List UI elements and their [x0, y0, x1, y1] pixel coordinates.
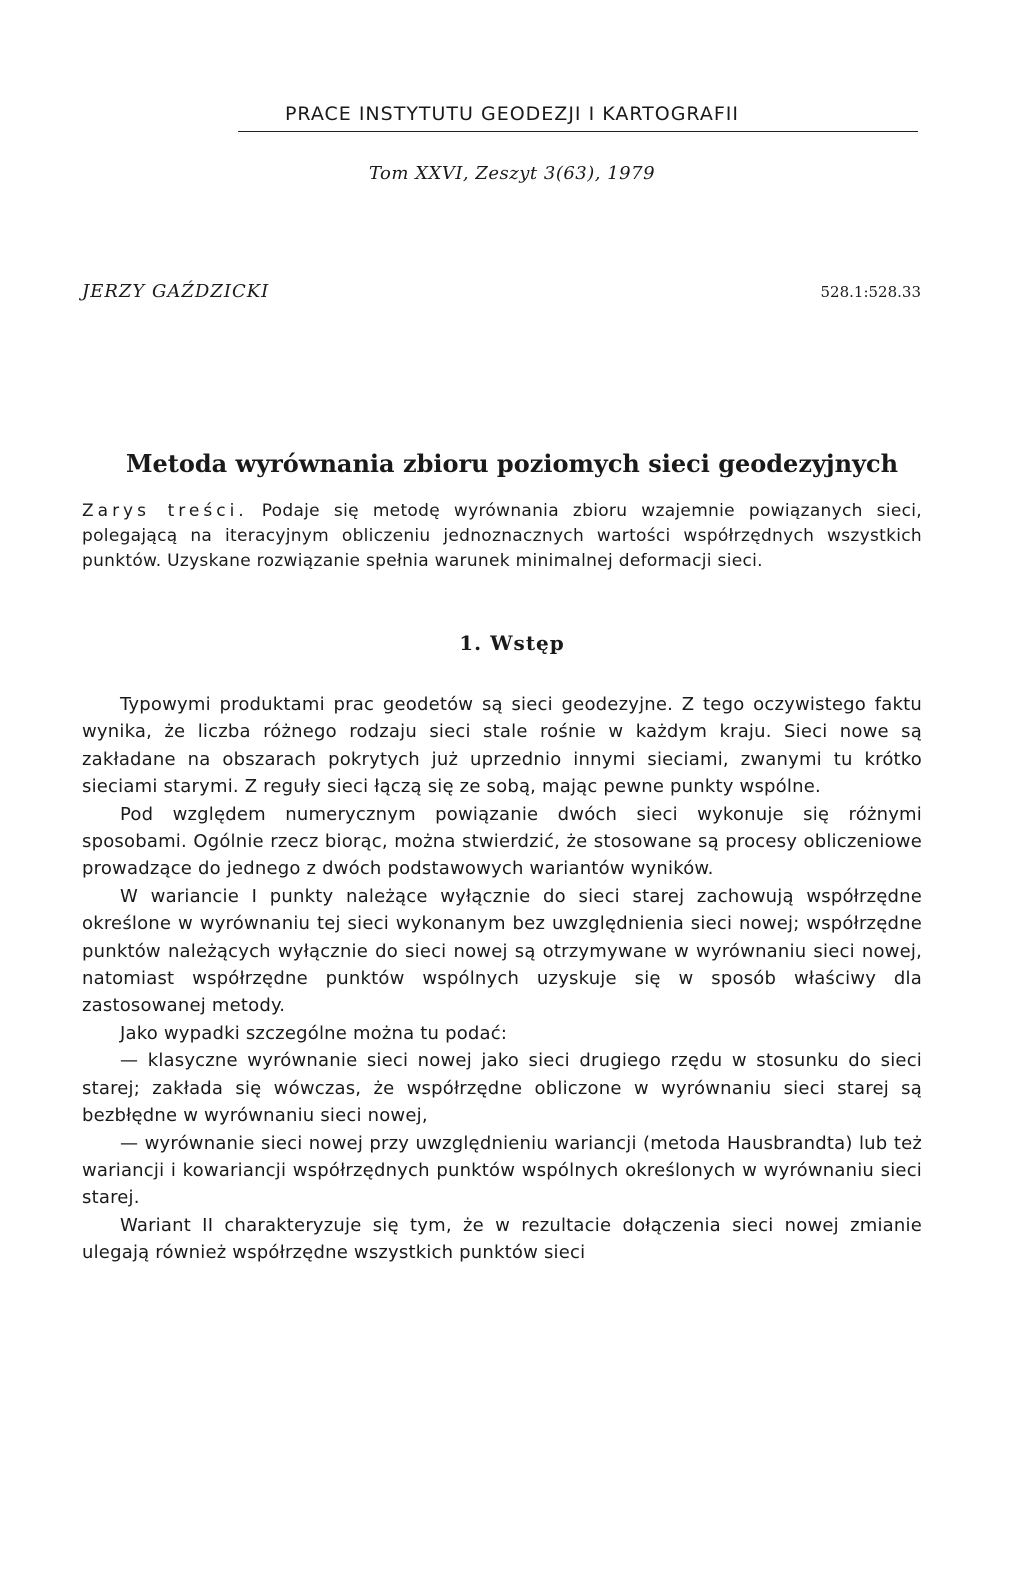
list-item: — wyrównanie sieci nowej przy uwzględnieniu wariancji (metoda Hausbrandta) lub też wariancji i kowariancji współrzędnych punktów wspólnych określonych w wyrównaniu sieci starej.	[82, 1132, 922, 1209]
volume-info: Tom XXVI, Zeszyt 3(63), 1979	[368, 163, 656, 184]
list-item: — klasyczne wyrównanie sieci nowej jako sieci drugiego rzędu w stosunku do sieci starej; zakłada się wówczas, że współrzędne obliczone w wyrównaniu sieci starej są bezbłędne w wyrównaniu sieci nowej,	[82, 1050, 922, 1127]
paragraph: Jako wypadki szczególne można tu podać:	[120, 1022, 508, 1044]
section-heading	[0, 631, 1024, 655]
abstract-label: Zarys treści.	[82, 501, 248, 521]
paper-title: Metoda wyrównania zbioru poziomych sieci geodezyjnych	[125, 449, 899, 478]
paragraph: W wariancie I punkty należące wyłącznie do sieci starej zachowują współrzędne określone w wyrównaniu tej sieci wykonanym bez uwzględnienia sieci nowej; współrzędne punktów należących wyłącznie do sieci nowej są otrzymywane w wyrównaniu sieci nowej, natomiast współrzędne punktów wspólnych uzyskuje się w sposób właściwy dla zastosowanej metody.	[82, 885, 922, 1017]
abstract	[82, 499, 922, 574]
abstract-text: Podaje się metodę wyrównania zbioru wzajemnie powiązanych sieci, polegającą na iteracyjnym obliczeniu jednoznacznych wartości współrzędnych wszystkich punktów. Uzyskane rozwiązanie spełnia warunek minimalnej deformacji sieci.	[82, 501, 922, 571]
section-number: 1.	[459, 631, 483, 655]
header-rule	[238, 131, 918, 132]
journal-name: PRACE INSTYTUTU GEODEZJI I KARTOGRAFII	[284, 103, 740, 125]
paragraph: Wariant II charakteryzuje się tym, że w rezultacie dołączenia sieci nowej zmianie ulegają również współrzędne wszystkich punktów sieci	[82, 1214, 922, 1264]
paragraph: Pod względem numerycznym powiązanie dwóch sieci wykonuje się różnymi sposobami. Ogólnie rzecz biorąc, można stwierdzić, że stosowane są procesy obliczeniowe prowadzące do jednego z dwóch podstawowych wariantów wyników.	[82, 803, 922, 880]
section-title: Wstęp	[490, 631, 565, 655]
body-text	[82, 691, 922, 1267]
paragraph: Typowymi produktami prac geodetów są sieci geodezyjne. Z tego oczywistego faktu wynika, że liczba różnego rodzaju sieci stale rośnie w każdym kraju. Sieci nowe są zakładane na obszarach pokrytych już uprzednio innymi sieciami, zwanymi tu krótko sieciami starymi. Z reguły sieci łączą się ze sobą, mając pewne punkty wspólne.	[82, 694, 922, 798]
udc-code: 528.1:528.33	[820, 283, 921, 301]
author-name: JERZY GAŹDZICKI	[82, 281, 270, 302]
